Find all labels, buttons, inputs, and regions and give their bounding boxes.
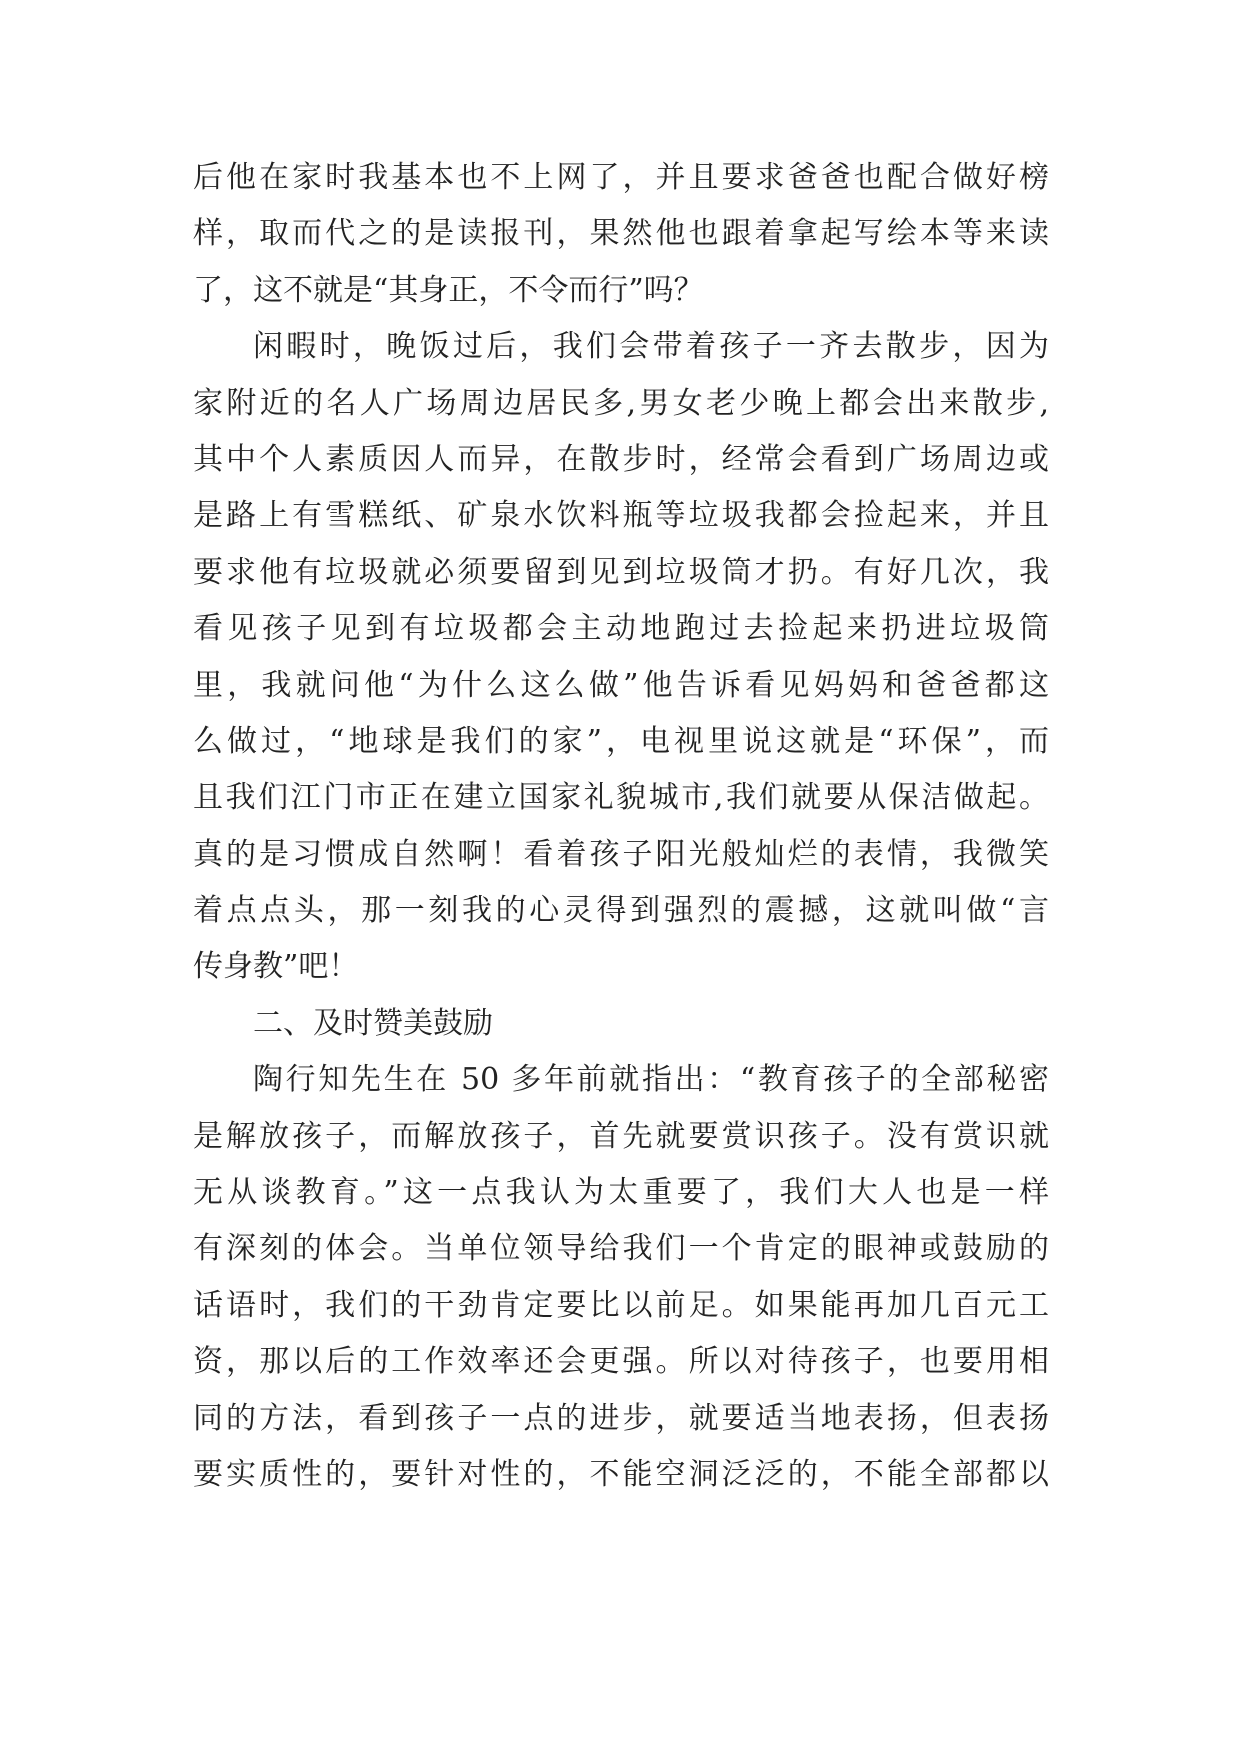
text-line: 里，我就问他“为什么这么做”他告诉看见妈妈和爸爸都这 bbox=[193, 667, 1049, 703]
text-line: 传身教”吧！ bbox=[193, 949, 359, 985]
paragraph-praise bbox=[193, 1052, 1049, 1503]
section-heading bbox=[193, 996, 1049, 1052]
text-line: 真的是习惯成自然啊！看着孩子阳光般灿烂的表情，我微笑 bbox=[193, 836, 1049, 872]
text-line: 样，取而代之的是读报刊，果然他也跟着拿起写绘本等来读 bbox=[193, 216, 1049, 252]
text-line: 无从谈教育。”这一点我认为太重要了，我们大人也是一样 bbox=[193, 1175, 1049, 1211]
text-line: 资，那以后的工作效率还会更强。所以对待孩子，也要用相 bbox=[193, 1344, 1049, 1380]
text-line: 着点点头，那一刻我的心灵得到强烈的震撼，这就叫做“言 bbox=[193, 893, 1049, 929]
text-line: 同的方法，看到孩子一点的进步，就要适当地表扬，但表扬 bbox=[193, 1400, 1049, 1436]
paragraph-evening-walk bbox=[193, 319, 1049, 996]
text-line: 是路上有雪糕纸、矿泉水饮料瓶等垃圾我都会捡起来，并且 bbox=[193, 498, 1049, 534]
text-line: 且我们江门市正在建立国家礼貌城市,我们就要从保洁做起。 bbox=[193, 780, 1049, 816]
text-line: 后他在家时我基本也不上网了，并且要求爸爸也配合做好榜 bbox=[193, 160, 1049, 195]
text-line: 闲暇时，晚饭过后，我们会带着孩子一齐去散步，因为 bbox=[253, 329, 1049, 365]
text-line: 了，这不就是“其身正，不令而行”吗？ bbox=[193, 272, 704, 308]
text-line: 其中个人素质因人而异，在散步时，经常会看到广场周边或 bbox=[193, 441, 1049, 477]
text-line: 家附近的名人广场周边居民多,男女老少晚上都会出来散步, bbox=[193, 385, 1049, 421]
text-line: 话语时，我们的干劲肯定要比以前足。如果能再加几百元工 bbox=[193, 1287, 1049, 1323]
text-line: 是解放孩子，而解放孩子，首先就要赏识孩子。没有赏识就 bbox=[193, 1118, 1049, 1154]
body-text bbox=[193, 150, 1049, 1503]
text-line: 有深刻的体会。当单位领导给我们一个肯定的眼神或鼓励的 bbox=[193, 1231, 1049, 1267]
text-line: 要实质性的，要针对性的，不能空洞泛泛的，不能全部都以 bbox=[193, 1456, 1049, 1492]
text-line: 看见孩子见到有垃圾都会主动地跑过去捡起来扔进垃圾筒 bbox=[193, 611, 1049, 647]
text-line: 陶行知先生在 50 多年前就指出：“教育孩子的全部秘密 bbox=[253, 1062, 1049, 1098]
heading-text: 二、及时赞美鼓励 bbox=[253, 1005, 493, 1041]
text-line: 要求他有垃圾就必须要留到见到垃圾筒才扔。有好几次，我 bbox=[193, 554, 1049, 590]
paragraph-continuation bbox=[193, 150, 1049, 319]
text-line: 么做过，“地球是我们的家”，电视里说这就是“环保”，而 bbox=[193, 723, 1049, 759]
